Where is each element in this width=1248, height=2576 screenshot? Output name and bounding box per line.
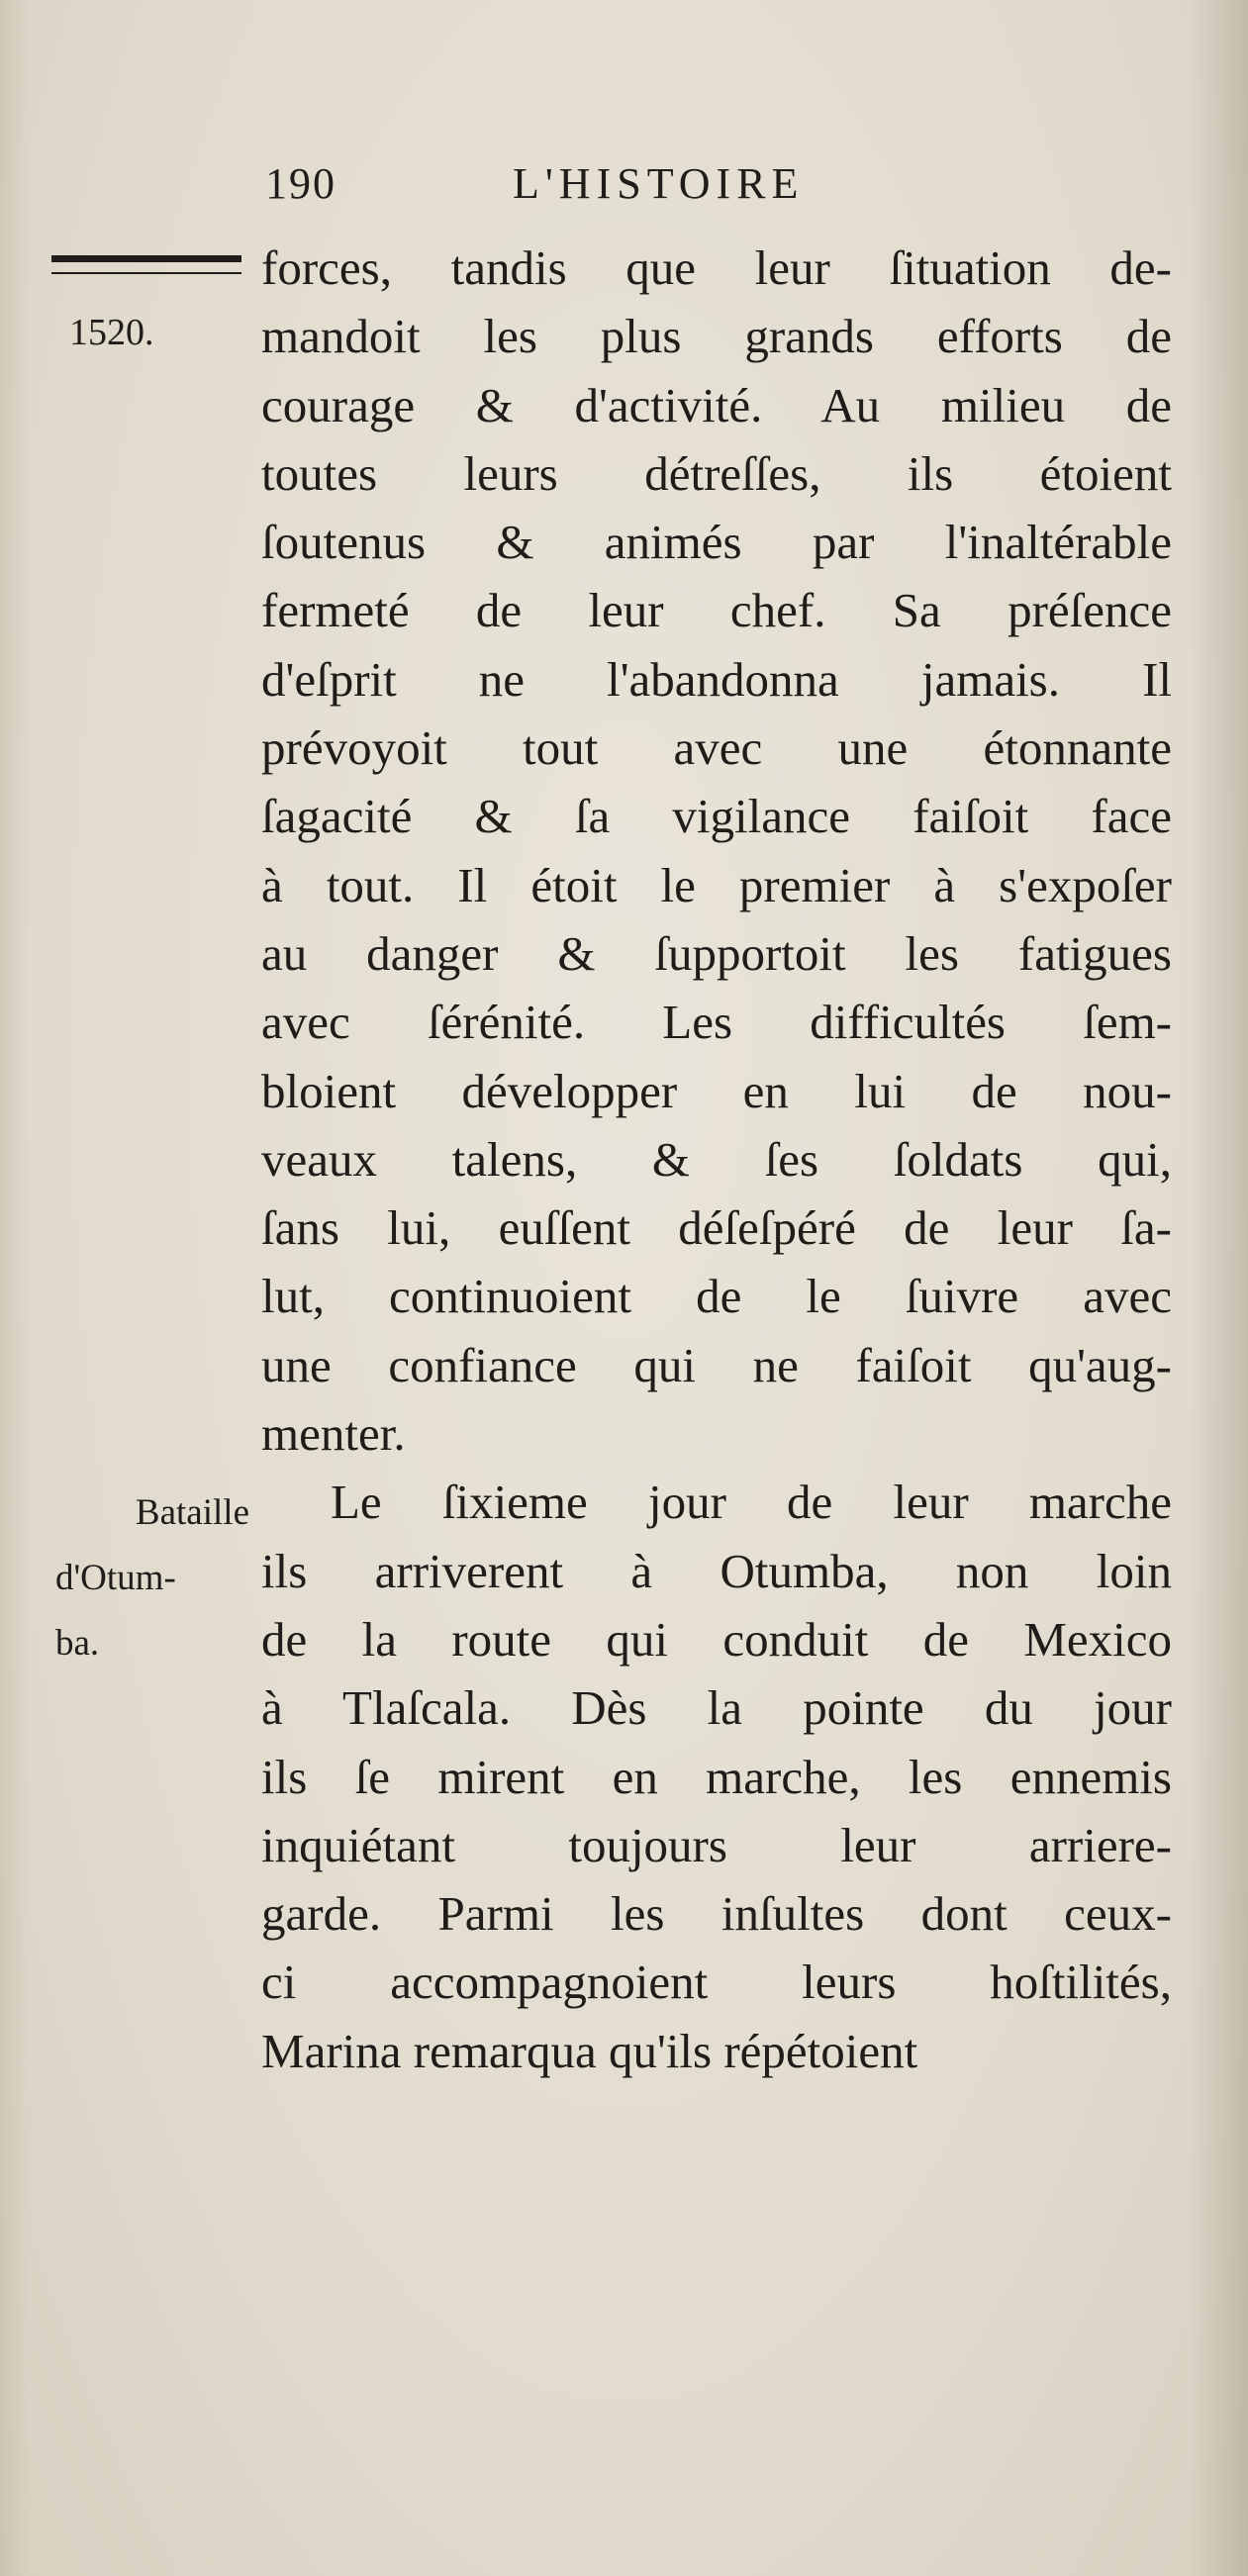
text-line: à Tlaſcala. Dès la pointe du jour [261, 1680, 1172, 1736]
margin-note-line: Bataille [135, 1492, 249, 1533]
text-line: garde. Parmi les inſultes dont ceux- [261, 1886, 1172, 1942]
text-line: à tout. Il étoit le premier à s'expoſer [261, 857, 1172, 912]
text-line: d'eſprit ne l'abandonna jamais. Il [261, 651, 1172, 707]
text-line: ils ſe mirent en marche, les ennemis [261, 1749, 1172, 1804]
page-header [265, 158, 1037, 218]
text-line: de la route qui conduit de Mexico [261, 1611, 1172, 1667]
text-line: ci accompagnoient leurs hoſtilités, [261, 1955, 1172, 2010]
text-line: une confiance qui ne faiſoit qu'aug- [261, 1337, 1172, 1392]
text-line: Marina remarqua qu'ils répétoient [261, 2023, 918, 2078]
text-line: avec ſérénité. Les difficultés ſem- [261, 995, 1172, 1050]
text-line: lut, continuoient de le ſuivre avec [261, 1269, 1172, 1324]
text-line: menter. [261, 1406, 406, 1462]
margin-note-line: d'Otum- [55, 1558, 176, 1598]
text-line: fermeté de leur chef. Sa préſence [261, 583, 1172, 638]
text-line: courage & d'activité. Au milieu de [261, 377, 1172, 432]
text-line: mandoit les plus grands efforts de [261, 309, 1172, 364]
margin-note-line: ba. [55, 1623, 100, 1664]
text-line: ſoutenus & animés par l'inaltérable [261, 515, 1172, 570]
margin-note [51, 1480, 249, 1676]
margin-rule [51, 255, 241, 274]
text-line: toutes leurs détreſſes, ils étoient [261, 445, 1172, 501]
running-head: L'HISTOIRE [513, 159, 805, 208]
text-line: inquiétant toujours leur arriere- [261, 1817, 1172, 1872]
text-line: ſagacité & ſa vigilance faiſoit face [261, 789, 1172, 844]
text-line: veaux talens, & ſes ſoldats qui, [261, 1131, 1172, 1187]
text-line: bloient développer en lui de nou- [261, 1063, 1172, 1118]
text-line: prévoyoit tout avec une étonnante [261, 720, 1172, 776]
text-line: ils arriverent à Otumba, non loin [261, 1543, 1172, 1598]
body-text [261, 234, 1172, 2085]
text-line: au danger & ſupportoit les fatigues [261, 925, 1172, 981]
page-left-shadow [0, 0, 30, 2576]
text-line: ſans lui, euſſent déſeſpéré de leur ſa- [261, 1200, 1172, 1256]
page-right-shadow [1189, 0, 1248, 2576]
text-line: Le ſixieme jour de leur marche [331, 1475, 1172, 1530]
text-line: forces, tandis que leur ſituation de- [261, 240, 1172, 295]
margin-year: 1520. [69, 312, 154, 353]
page-number: 190 [265, 159, 336, 208]
